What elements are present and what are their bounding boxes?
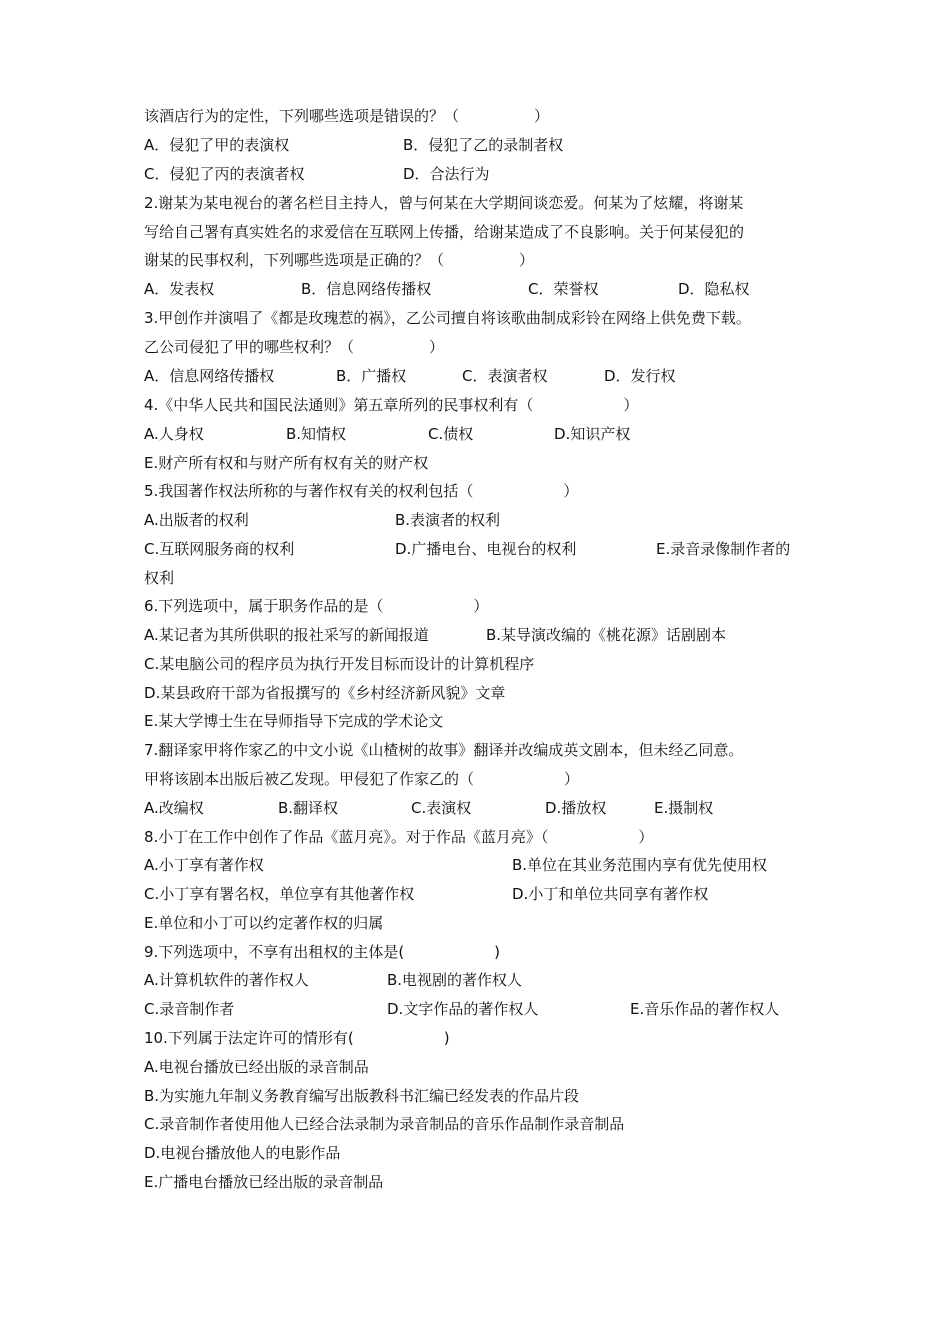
- q2-option-c: C．荣誉权: [528, 280, 599, 298]
- q6-option-c: C.某电脑公司的程序员为执行开发目标而设计的计算机程序: [144, 655, 535, 673]
- q5-option-a: A.出版者的权利: [144, 511, 249, 529]
- q4-option-a: A.人身权: [144, 425, 204, 443]
- q7-stem-line-2: 甲将该剧本出版后被乙发现。甲侵犯了作家乙的（ ）: [144, 770, 580, 788]
- q7-option-b: B.翻译权: [278, 799, 339, 817]
- q9-stem: 9.下列选项中，不享有出租权的主体是( ): [144, 943, 501, 961]
- q4-option-e: E.财产所有权和与财产所有权有关的财产权: [144, 454, 429, 472]
- q5-option-e-cont: 权利: [144, 569, 175, 587]
- q3-option-d: D．发行权: [604, 367, 676, 385]
- q9-option-d: D.文字作品的著作权人: [387, 1000, 539, 1018]
- q2-option-a: A．发表权: [144, 280, 215, 298]
- q4-stem: 4.《中华人民共和国民法通则》第五章所列的民事权利有（ ）: [144, 396, 639, 414]
- q1-stem: 该酒店行为的定性，下列哪些选项是错误的？（ ）: [144, 107, 550, 125]
- q3-option-b: B．广播权: [336, 367, 407, 385]
- q10-option-b: B.为实施九年制义务教育编写出版教科书汇编已经发表的作品片段: [144, 1087, 580, 1105]
- q2-option-b: B．信息网络传播权: [301, 280, 432, 298]
- q6-option-e: E.某大学博士生在导师指导下完成的学术论文: [144, 712, 444, 730]
- q2-option-d: D．隐私权: [678, 280, 750, 298]
- q7-option-a: A.改编权: [144, 799, 204, 817]
- q5-stem: 5.我国著作权法所称的与著作权有关的权利包括（ ）: [144, 482, 579, 500]
- q1-option-c: C．侵犯了丙的表演者权: [144, 165, 305, 183]
- q7-option-e: E.摄制权: [654, 799, 714, 817]
- q8-stem: 8.小丁在工作中创作了作品《蓝月亮》。对于作品《蓝月亮》（ ）: [144, 828, 654, 846]
- q6-option-a: A.某记者为其所供职的报社采写的新闻报道: [144, 626, 429, 644]
- q8-option-b: B.单位在其业务范围内享有优先使用权: [512, 856, 768, 874]
- q1-option-a: A．侵犯了甲的表演权: [144, 136, 290, 154]
- q2-stem-line-3: 谢某的民事权利，下列哪些选项是正确的？（ ）: [144, 251, 535, 269]
- q10-option-e: E.广播电台播放已经出版的录音制品: [144, 1173, 384, 1191]
- q9-option-a: A.计算机软件的著作权人: [144, 971, 309, 989]
- q3-option-a: A．信息网络传播权: [144, 367, 275, 385]
- q5-option-b: B.表演者的权利: [395, 511, 501, 529]
- q9-option-c: C.录音制作者: [144, 1000, 235, 1018]
- q10-option-a: A.电视台播放已经出版的录音制品: [144, 1058, 369, 1076]
- q6-option-b: B.某导演改编的《桃花源》话剧剧本: [486, 626, 727, 644]
- q8-option-e: E.单位和小丁可以约定著作权的归属: [144, 914, 384, 932]
- q4-option-c: C.债权: [428, 425, 474, 443]
- q8-option-d: D.小丁和单位共同享有著作权: [512, 885, 709, 903]
- q1-option-b: B．侵犯了乙的录制者权: [403, 136, 564, 154]
- q6-option-d: D.某县政府干部为省报撰写的《乡村经济新风貌》文章: [144, 684, 506, 702]
- q5-option-d: D.广播电台、电视台的权利: [395, 540, 577, 558]
- q10-option-c: C.录音制作者使用他人已经合法录制为录音制品的音乐作品制作录音制品: [144, 1115, 625, 1133]
- q3-option-c: C．表演者权: [462, 367, 548, 385]
- q3-stem-line-2: 乙公司侵犯了甲的哪些权利？（ ）: [144, 338, 445, 356]
- q4-option-d: D.知识产权: [554, 425, 631, 443]
- q2-stem-line-2: 写给自己署有真实姓名的求爱信在互联网上传播，给谢某造成了不良影响。关于何某侵犯的: [144, 223, 745, 241]
- q2-stem-line-1: 2.谢某为某电视台的著名栏目主持人，曾与何某在大学期间谈恋爱。何某为了炫耀，将谢某: [144, 194, 744, 212]
- q5-option-c: C.互联网服务商的权利: [144, 540, 295, 558]
- q9-option-b: B.电视剧的著作权人: [387, 971, 523, 989]
- q8-option-a: A.小丁享有著作权: [144, 856, 264, 874]
- q5-option-e: E.录音录像制作者的: [656, 540, 791, 558]
- q6-stem: 6.下列选项中，属于职务作品的是（ ）: [144, 597, 489, 615]
- q3-stem-line-1: 3.甲创作并演唱了《都是玫瑰惹的祸》，乙公司擅自将该歌曲制成彩铃在网络上供免费下载。: [144, 309, 751, 327]
- q7-stem-line-1: 7.翻译家甲将作家乙的中文小说《山楂树的故事》翻译并改编成英文剧本，但未经乙同意。: [144, 741, 744, 759]
- q4-option-b: B.知情权: [286, 425, 347, 443]
- q8-option-c: C.小丁享有署名权，单位享有其他著作权: [144, 885, 415, 903]
- q1-option-d: D．合法行为: [403, 165, 490, 183]
- q7-option-c: C.表演权: [411, 799, 472, 817]
- q9-option-e: E.音乐作品的著作权人: [630, 1000, 780, 1018]
- q10-stem: 10.下列属于法定许可的情形有( ): [144, 1029, 450, 1047]
- q7-option-d: D.播放权: [545, 799, 607, 817]
- q10-option-d: D.电视台播放他人的电影作品: [144, 1144, 341, 1162]
